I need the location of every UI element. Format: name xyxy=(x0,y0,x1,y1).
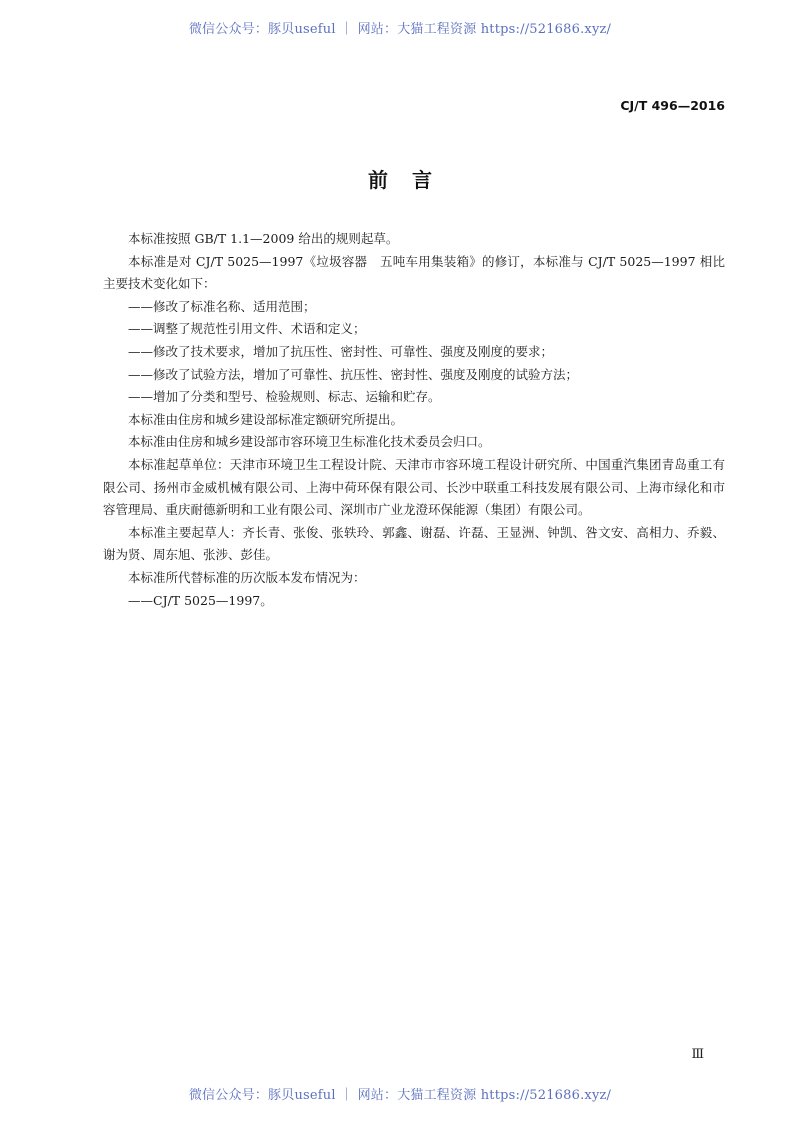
body-paragraph: 本标准由住房和城乡建设部市容环境卫生标准化技术委员会归口。 xyxy=(128,434,491,450)
change-list-item: ——增加了分类和型号、检验规则、标志、运输和贮存。 xyxy=(128,389,441,405)
change-list-item: ——调整了规范性引用文件、术语和定义； xyxy=(128,321,366,337)
document-body xyxy=(103,228,725,612)
body-paragraph: 本标准由住房和城乡建设部标准定额研究所提出。 xyxy=(128,411,404,427)
history-list-item: ——CJ/T 5025—1997。 xyxy=(128,592,273,608)
standard-code: CJ/T 496—2016 xyxy=(620,98,725,113)
watermark-top: 微信公众号：豚贝useful ｜ 网站：大猫工程资源 https://521686.xyz/ xyxy=(188,22,612,37)
page-number: Ⅲ xyxy=(691,1047,704,1062)
body-paragraph: 本标准所代替标准的历次版本发布情况为： xyxy=(128,569,366,585)
drafting-units-paragraph: 本标准起草单位：天津市环境卫生工程设计院、天津市市容环境工程设计研究所、中国重汽集团青岛重工有限公司、扬州市金威机械有限公司、上海中荷环保有限公司、长沙中联重工科技发展有限公司、上海市绿化和市容管理局、重庆耐德新明和工业有限公司、深圳市广业龙澄环保能源（集团）有限公司。 xyxy=(103,456,725,518)
drafters-paragraph: 本标准主要起草人：齐长青、张俊、张轶玲、郭鑫、谢磊、许磊、王显洲、钟凯、咎文安、高相力、乔毅、谢为贤、周东旭、张涉、彭佳。 xyxy=(103,524,725,563)
body-paragraph: 本标准是对 CJ/T 5025—1997《垃圾容器 五吨车用集装箱》的修订，本标准与 CJ/T 5025—1997 相比主要技术变化如下： xyxy=(103,253,725,292)
change-list-item: ——修改了标准名称、适用范围； xyxy=(128,298,316,314)
page-title: 前言 xyxy=(368,168,456,192)
change-list-item: ——修改了技术要求，增加了抗压性、密封性、可靠性、强度及刚度的要求； xyxy=(128,343,554,359)
watermark-bottom: 微信公众号：豚贝useful ｜ 网站：大猫工程资源 https://521686.xyz/ xyxy=(188,1088,612,1103)
body-paragraph: 本标准按照 GB/T 1.1—2009 给出的规则起草。 xyxy=(128,231,399,246)
change-list-item: ——修改了试验方法，增加了可靠性、抗压性、密封性、强度及刚度的试验方法； xyxy=(128,366,579,382)
